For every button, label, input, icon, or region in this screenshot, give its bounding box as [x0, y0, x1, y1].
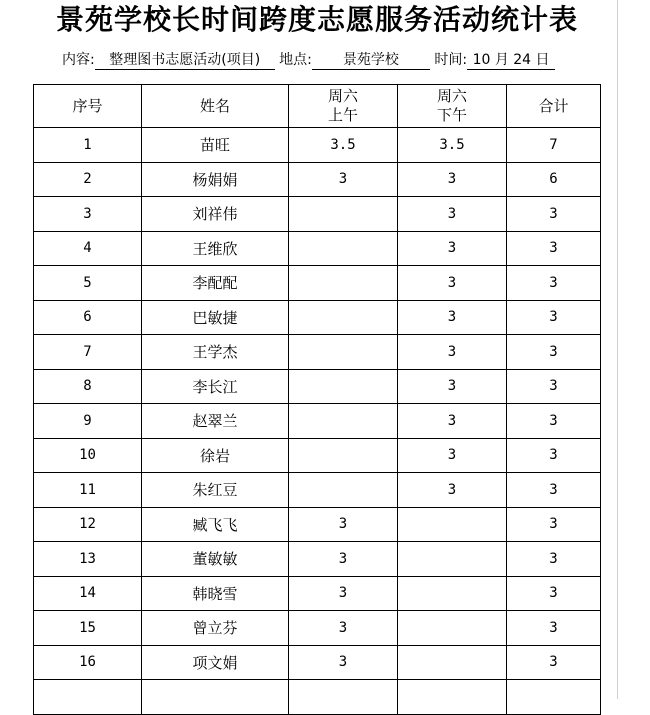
row-sat-am-cell — [289, 300, 398, 335]
row-total-cell: 3 — [507, 645, 601, 680]
row-name-cell: 王维欣 — [142, 231, 289, 266]
row-sat-pm-cell: 3 — [398, 369, 507, 404]
table-row — [34, 300, 601, 335]
row-total-cell: 3 — [507, 611, 601, 646]
table-row — [34, 231, 601, 266]
table-row — [34, 576, 601, 611]
row-name-cell: 赵翠兰 — [142, 404, 289, 439]
row-sat-pm-cell — [398, 611, 507, 646]
row-sat-am-cell — [289, 438, 398, 473]
table-row — [34, 404, 601, 439]
meta-line — [62, 50, 555, 70]
row-sat-am-cell: 3 — [289, 611, 398, 646]
row-sat-pm-cell — [398, 645, 507, 680]
row-total-cell: 3 — [507, 542, 601, 577]
row-sat-pm-cell: 3 — [398, 266, 507, 301]
row-sat-pm-cell: 3 — [398, 335, 507, 370]
row-index-cell: 9 — [34, 404, 142, 439]
table-row — [34, 473, 601, 508]
header-sat-pm-line1: 周六 — [436, 87, 467, 105]
row-sat-pm-cell: 3 — [398, 300, 507, 335]
table-row — [34, 369, 601, 404]
page-right-edge — [617, 0, 618, 699]
location-label: 地点: — [279, 52, 312, 68]
row-sat-pm-cell: 3.5 — [398, 128, 507, 163]
row-sat-pm-cell: 3 — [398, 473, 507, 508]
row-name-cell: 杨娟娟 — [142, 162, 289, 197]
row-total-cell: 6 — [507, 162, 601, 197]
header-sat-am-line2: 上午 — [327, 106, 358, 124]
header-sat-pm — [398, 85, 507, 128]
row-name-cell: 董敏敏 — [142, 542, 289, 577]
row-sat-am-cell: 3 — [289, 542, 398, 577]
row-name-cell: 巴敏捷 — [142, 300, 289, 335]
row-total-cell: 3 — [507, 197, 601, 232]
row-sat-am-cell — [289, 404, 398, 439]
row-index-cell: 12 — [34, 507, 142, 542]
row-total-cell: 3 — [507, 335, 601, 370]
table-row — [34, 611, 601, 646]
row-name-cell: 项文娟 — [142, 645, 289, 680]
row-name-cell — [142, 680, 289, 715]
table-header-row — [34, 85, 601, 128]
header-sat-am — [289, 85, 398, 128]
row-index-cell: 13 — [34, 542, 142, 577]
row-total-cell: 3 — [507, 404, 601, 439]
row-index-cell: 1 — [34, 128, 142, 163]
table-row — [34, 507, 601, 542]
row-sat-am-cell: 3 — [289, 507, 398, 542]
row-name-cell: 曾立芬 — [142, 611, 289, 646]
table-row — [34, 128, 601, 163]
row-sat-pm-cell — [398, 507, 507, 542]
content-value: 整理图书志愿活动(项目) — [95, 51, 275, 70]
row-sat-am-cell — [289, 335, 398, 370]
table-row — [34, 680, 601, 715]
table-row — [34, 438, 601, 473]
row-sat-pm-cell: 3 — [398, 162, 507, 197]
table-row — [34, 335, 601, 370]
table-row — [34, 266, 601, 301]
row-sat-pm-cell — [398, 680, 507, 715]
header-index: 序号 — [34, 85, 142, 128]
row-index-cell: 3 — [34, 197, 142, 232]
row-sat-pm-cell — [398, 542, 507, 577]
header-name: 姓名 — [142, 85, 289, 128]
volunteer-table — [33, 84, 601, 715]
location-value: 景苑学校 — [312, 51, 430, 70]
row-total-cell: 3 — [507, 576, 601, 611]
row-total-cell: 3 — [507, 231, 601, 266]
row-name-cell: 李配配 — [142, 266, 289, 301]
row-index-cell: 4 — [34, 231, 142, 266]
row-name-cell: 苗旺 — [142, 128, 289, 163]
row-total-cell: 3 — [507, 266, 601, 301]
row-total-cell — [507, 680, 601, 715]
row-total-cell: 7 — [507, 128, 601, 163]
header-sat-am-line1: 周六 — [327, 87, 358, 105]
row-total-cell: 3 — [507, 438, 601, 473]
row-index-cell: 6 — [34, 300, 142, 335]
table-row — [34, 542, 601, 577]
row-name-cell: 朱红豆 — [142, 473, 289, 508]
row-sat-am-cell — [289, 231, 398, 266]
row-index-cell: 15 — [34, 611, 142, 646]
row-sat-am-cell: 3 — [289, 576, 398, 611]
row-name-cell: 刘祥伟 — [142, 197, 289, 232]
table-row — [34, 197, 601, 232]
row-sat-am-cell — [289, 473, 398, 508]
row-total-cell: 3 — [507, 369, 601, 404]
row-index-cell: 16 — [34, 645, 142, 680]
table-row — [34, 162, 601, 197]
table-body — [34, 128, 601, 715]
row-index-cell: 5 — [34, 266, 142, 301]
row-sat-pm-cell: 3 — [398, 231, 507, 266]
row-sat-am-cell — [289, 266, 398, 301]
row-index-cell: 14 — [34, 576, 142, 611]
row-index-cell: 7 — [34, 335, 142, 370]
row-sat-am-cell — [289, 197, 398, 232]
row-index-cell: 8 — [34, 369, 142, 404]
row-name-cell: 徐岩 — [142, 438, 289, 473]
document-title: 景苑学校长时间跨度志愿服务活动统计表 — [55, 3, 578, 36]
time-label: 时间: — [434, 52, 468, 68]
row-index-cell: 10 — [34, 438, 142, 473]
row-sat-pm-cell — [398, 576, 507, 611]
row-index-cell — [34, 680, 142, 715]
time-value: 10 月 24 日 — [467, 51, 555, 70]
row-sat-pm-cell: 3 — [398, 404, 507, 439]
row-name-cell: 韩晓雪 — [142, 576, 289, 611]
row-sat-am-cell: 3.5 — [289, 128, 398, 163]
row-total-cell: 3 — [507, 507, 601, 542]
row-total-cell: 3 — [507, 300, 601, 335]
row-name-cell: 臧飞飞 — [142, 507, 289, 542]
table-row — [34, 645, 601, 680]
header-total: 合计 — [507, 85, 601, 128]
row-name-cell: 李长江 — [142, 369, 289, 404]
row-index-cell: 11 — [34, 473, 142, 508]
row-total-cell: 3 — [507, 473, 601, 508]
row-index-cell: 2 — [34, 162, 142, 197]
content-label: 内容: — [62, 52, 95, 68]
row-sat-pm-cell: 3 — [398, 438, 507, 473]
row-sat-am-cell — [289, 680, 398, 715]
row-sat-am-cell — [289, 369, 398, 404]
row-sat-am-cell: 3 — [289, 645, 398, 680]
row-sat-pm-cell: 3 — [398, 197, 507, 232]
row-sat-am-cell: 3 — [289, 162, 398, 197]
header-sat-pm-line2: 下午 — [436, 106, 467, 124]
row-name-cell: 王学杰 — [142, 335, 289, 370]
